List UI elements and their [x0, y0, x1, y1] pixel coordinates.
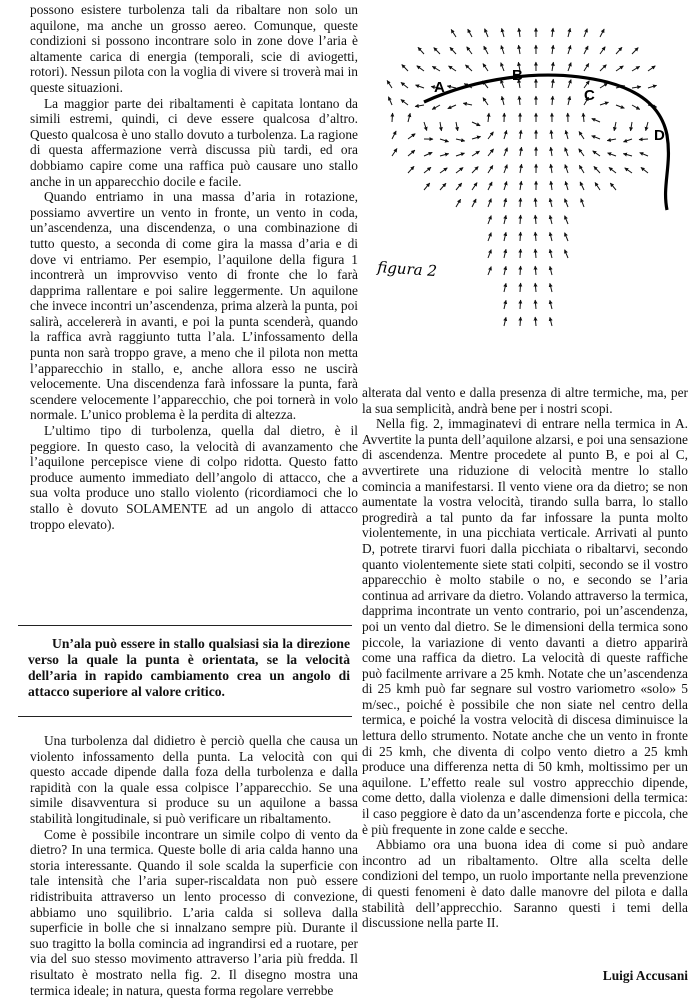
wind-arrow	[450, 47, 456, 54]
wind-arrow	[501, 63, 504, 71]
wind-arrow	[463, 103, 472, 105]
wind-arrow	[424, 122, 427, 131]
wind-arrow	[488, 199, 491, 207]
wind-arrow	[415, 105, 424, 106]
wind-arrow	[550, 249, 552, 258]
wind-arrow	[504, 232, 506, 241]
paragraph: L’ultimo tipo di turbolenza, quella dal dietro, è il peggiore. In questo caso, la velocità di avanzamento che l’aquilone percepisce viene di colpo ridotta. Questo fatto produce aumento immediato dell’angolo di attacco, che a sua volta produce uno stallo violento (ricordiamoci che lo stallo è dovuto SOLAMENTE ad un angolo di attacco troppo elevato).	[30, 423, 358, 532]
wind-arrow	[456, 153, 465, 156]
wind-arrow	[625, 168, 632, 173]
wind-arrow	[568, 96, 570, 105]
wind-arrow	[504, 165, 507, 173]
wind-arrow	[488, 165, 493, 173]
wind-arrow	[401, 82, 408, 88]
wind-arrow	[488, 233, 491, 241]
wind-arrow	[504, 215, 506, 224]
wind-arrow	[552, 96, 553, 105]
wind-arrow	[449, 66, 456, 71]
wind-arrow	[504, 181, 507, 190]
wind-arrow	[551, 130, 552, 139]
wind-arrow	[646, 122, 648, 131]
wind-arrow	[632, 66, 640, 71]
wind-arrow	[408, 113, 410, 122]
thermal-diagram	[362, 0, 692, 385]
wind-arrow	[535, 283, 536, 292]
wind-arrow	[519, 28, 520, 37]
wind-arrow	[535, 215, 536, 224]
wind-arrow	[579, 149, 584, 156]
wind-arrow	[402, 65, 408, 71]
wind-arrow	[472, 183, 477, 190]
wind-arrow	[520, 232, 521, 241]
wind-arrow	[417, 66, 424, 71]
wind-arrow	[600, 83, 608, 88]
wind-arrow	[595, 182, 600, 190]
wind-arrow	[640, 153, 648, 156]
figure-caption: figura 2	[376, 258, 438, 280]
wind-arrow	[565, 250, 568, 258]
wind-arrow	[623, 139, 632, 142]
paragraph: Nella fig. 2, immaginatevi di entrare nella termica in A. Avvertite la punta dell’aquilone alzarsi, e poi una sensazione di ascendenza. Mentre procedete al punto B, e poi al C, avvertirete una riduzione di velocità mentre lo stallo comincia a manifestarsi. Il vento viene ora da dietro; se non aumentate la vostra velocità, tirando sulla barra, lo stallo progredirà a tal punto da far infossare la punta molto violentemente, in una picchiata verticale. Arrivati al punto D, potrete tirarvi fuori dalla picchiata o ribaltarvi, secondo quanto violentemente siete stati colpiti, secondo se il vostro apparecchio è molto stabile o no, e secondo se l’aria continua ad arrivare da dietro. Volando attraverso la termica, dapprima incontrate un vento contrario, poi un’ascendenza, poi un vento dal dietro. Se le dimensioni della termica sono piccole, la variazione di vento davanti a dietro apparirà come una raffica da dietro. La velocità di queste raffiche può facilmente arrivare a 25 kmh. Notate che un’ascendenza di 25 kmh può far segnare sul vostro variometro «solo» 5 m/sec., poiché è possibile che non siate nel centro della termica, e poiché la vostra velocità di discesa diminuisce la lettura dello strumento. Notate anche che un vento in fronte di 25 kmh, che diventa di colpo vento dietro a 25 kmh produce una differenza netta di 50 kmh, moltissimo per un aquilone. L’effetto reale sul vostro apprecchio dipende, come detto, dalla violenza e dalle dimensioni della termica: il caso peggiore è dato da un’ascendenza forte e piccola, che è più frequente in zone calde e secche.	[362, 416, 688, 837]
wind-arrow	[447, 86, 456, 88]
wind-arrow	[519, 96, 520, 105]
paragraph: alterata dal vento e dalla presenza di altre termiche, ma, per la sua semplicità, andrà bene per i nostri scopi.	[362, 385, 688, 416]
wind-arrow	[504, 148, 507, 156]
wind-arrow	[639, 139, 648, 140]
wind-arrow	[484, 46, 488, 54]
wind-arrow	[504, 300, 506, 309]
wind-arrow	[432, 66, 440, 71]
wind-arrow	[552, 62, 553, 71]
wind-arrow	[552, 28, 553, 37]
wind-arrow	[568, 80, 571, 88]
wind-arrow	[388, 97, 392, 105]
wind-arrow	[579, 132, 584, 139]
wind-arrow	[408, 166, 414, 173]
wind-arrow	[552, 45, 553, 54]
wind-arrow	[504, 198, 506, 207]
wind-arrow	[467, 47, 472, 54]
paragraph: Una turbolenza dal didietro è perciò quella che causa un violento infossamento della punta. La velocità con qui questo accade dipende dalla foza della turbolenza e dalla rapidità con la quale essa colpisce l’apparecchio. Se una simile disavventura si produce su un aquilone a bassa stabilità longitudinale, si può verificare un ribaltamento.	[30, 733, 358, 827]
wind-arrow	[535, 249, 536, 258]
wind-arrow	[550, 266, 552, 275]
wind-arrow	[424, 183, 430, 190]
wind-arrow	[520, 164, 522, 173]
wind-arrow	[592, 118, 600, 122]
wind-arrow	[535, 232, 536, 241]
wind-arrow	[472, 167, 478, 173]
wind-arrow	[584, 63, 589, 71]
wind-arrow	[520, 147, 522, 156]
wind-arrow	[607, 139, 616, 141]
wind-arrow	[550, 283, 552, 292]
wind-arrow	[504, 317, 506, 326]
wind-arrow	[600, 102, 609, 105]
pull-quote-top-rule	[18, 625, 352, 626]
wind-arrow	[440, 139, 449, 142]
wind-arrow	[520, 215, 521, 224]
wind-arrow	[631, 122, 632, 131]
wind-arrow	[648, 66, 655, 71]
wind-arrow	[488, 216, 491, 224]
wind-arrow	[472, 122, 480, 126]
wind-arrow	[535, 266, 536, 275]
wind-arrow	[392, 149, 397, 156]
wind-arrow	[502, 96, 504, 105]
wind-arrow	[408, 134, 415, 139]
point-b-label: B	[512, 67, 523, 84]
wind-arrow	[648, 85, 657, 88]
wind-arrow	[488, 267, 491, 275]
wind-arrow	[565, 181, 568, 190]
wind-arrow	[520, 300, 521, 309]
wind-arrow	[594, 166, 600, 173]
wind-arrow	[488, 149, 494, 156]
wind-arrow	[568, 28, 570, 37]
wind-arrow	[472, 199, 476, 207]
glider-flight-path	[424, 75, 668, 210]
wind-arrow	[535, 317, 536, 326]
wind-arrow	[392, 113, 393, 122]
wind-arrow	[535, 300, 536, 309]
wind-arrow	[550, 215, 552, 224]
wind-arrow	[616, 105, 624, 108]
paragraph: Quando entriamo in una massa d’aria in rotazione, possiamo avvertire un vento in fronte, un vento in coda, un’ascendenza, una discendenza, o una combinazione di tutto questo, a seconda di come gira la massa d’aria e di dove vi entriamo. Per esempio, l’aquilone della figura 1 incontrerà un improvviso vento di fronte che lo farà dapprima rallentare e poi salire leggermente. Un aquilone che invece incontri un’ascendenza, prima alzerà la punta, poi salirà, accelererà in avanti, e poi la punta scenderà, quando la raffica avrà raggiunto tutta l’ala. L’infossamento della punta non sarà troppo grave, a meno che il pilota non metta l’apparecchio in stallo, e, anche allora esso ne uscirà velocemente. Una discendenza farà infossare la punta, farà scendere velocemente l’apparecchio, che poi tornerà in volo normale. L’unico problema è la perdita di altezza.	[30, 189, 358, 423]
wind-arrow	[552, 79, 553, 88]
wind-arrow	[408, 150, 415, 156]
wind-arrow	[456, 167, 463, 173]
wind-arrow	[440, 122, 441, 131]
wind-arrow	[581, 199, 584, 207]
wind-arrow	[520, 249, 521, 258]
wind-arrow	[472, 151, 480, 156]
wind-arrow	[614, 122, 616, 131]
wind-arrow	[609, 167, 616, 173]
wind-arrow	[520, 181, 521, 190]
wind-arrow	[432, 105, 440, 109]
wind-arrow	[424, 152, 432, 156]
point-a-label: A	[434, 79, 445, 96]
paragraph: La maggior parte dei ribaltamenti è capitata lontano da simili estremi, quindi, ci deve essere qualcosa d’altro. Questo qualcosa è uno stallo dovuto a turbolenza. La ragione di questa affermazione verrà discussa più tardi, ed ora dobbiamo capire come una raffica può causare uno stallo anche in un apparecchio docile e facile.	[30, 96, 358, 190]
wind-arrow	[583, 113, 584, 122]
figure-2	[362, 0, 692, 385]
wind-arrow	[456, 139, 465, 141]
wind-arrow	[440, 168, 447, 173]
wind-arrow	[592, 136, 600, 139]
point-c-label: C	[584, 87, 595, 104]
wind-arrow	[580, 182, 584, 190]
wind-arrow	[600, 65, 606, 71]
wind-arrow	[434, 48, 440, 54]
left-column-bottom	[30, 733, 358, 998]
wind-arrow	[520, 130, 521, 139]
wind-arrow	[641, 167, 648, 173]
wind-arrow	[488, 132, 493, 139]
wind-arrow	[520, 317, 521, 326]
wind-arrow	[504, 266, 506, 275]
left-column-top	[30, 2, 358, 532]
wind-arrow	[535, 198, 536, 207]
paragraph: possono esistere turbolenza tali da ribaltare non solo un aquilone, ma anche un grosso aereo. Comunque, queste condizioni si possono incontrare solo in zone dove l’aria è altamente carica di energia (temporali, scie di aviogetti, rotori). Nessun pilota con la voglia di vivere si troverà mai in queste situazioni.	[30, 2, 358, 96]
wind-arrow	[387, 80, 392, 88]
wind-arrow	[502, 28, 504, 37]
wind-arrow	[520, 198, 521, 207]
wind-arrow	[568, 45, 571, 54]
wind-arrow	[608, 153, 616, 156]
wind-arrow	[504, 283, 506, 292]
wind-arrow	[448, 105, 456, 109]
wind-arrow	[550, 300, 552, 309]
wind-arrow	[519, 45, 520, 54]
wind-arrow	[424, 167, 431, 173]
wind-arrow	[456, 122, 458, 131]
wind-arrow	[483, 64, 488, 71]
wind-arrow	[632, 48, 638, 54]
wind-arrow	[565, 199, 568, 207]
wind-arrow	[504, 130, 507, 139]
pull-quote-bottom-rule	[18, 716, 352, 717]
wind-arrow	[551, 164, 552, 173]
wind-arrow	[520, 283, 521, 292]
wind-arrow	[584, 46, 588, 54]
wind-arrow	[565, 148, 568, 156]
wind-arrow	[565, 165, 568, 173]
wind-arrow	[616, 66, 623, 71]
wind-arrow	[456, 183, 462, 190]
wind-arrow	[451, 29, 456, 37]
wind-arrow	[456, 199, 461, 207]
wind-arrow	[468, 29, 472, 37]
wind-arrow	[485, 29, 488, 37]
wind-arrow	[579, 165, 584, 173]
wind-arrow	[632, 87, 641, 88]
wind-arrow	[488, 113, 489, 122]
wind-arrow	[472, 136, 481, 139]
wind-arrow	[418, 47, 424, 54]
wind-arrow	[600, 47, 605, 54]
wind-arrow	[416, 85, 424, 88]
wind-arrow	[551, 181, 552, 190]
wind-arrow	[488, 182, 492, 190]
wind-arrow	[623, 154, 632, 156]
pull-quote: Un’ala può essere in stallo qualsiasi sia la direzione verso la quale la punta è orientata, se la velocità dell’aria in rapido cambiamento crea un angolo di attacco superiore al valore critico.	[28, 636, 350, 700]
wind-arrow	[550, 232, 552, 241]
wind-arrow	[501, 80, 504, 88]
wind-arrow	[565, 216, 568, 224]
wind-arrow	[501, 45, 504, 54]
wind-arrow	[392, 131, 396, 139]
wind-arrow	[550, 198, 552, 207]
wind-arrow	[483, 98, 488, 105]
right-column	[362, 385, 688, 931]
wind-arrow	[465, 65, 472, 71]
wind-arrow	[440, 154, 449, 156]
wind-arrow	[440, 183, 446, 190]
author-signature: Luigi Accusani	[603, 968, 688, 984]
wind-arrow	[551, 147, 552, 156]
wind-arrow	[520, 266, 521, 275]
wind-arrow	[565, 233, 568, 241]
wind-arrow	[600, 29, 604, 37]
wind-arrow	[616, 47, 622, 54]
wind-arrow	[401, 99, 408, 105]
wind-arrow	[504, 249, 506, 258]
paragraph: Abbiamo ora una buona idea di come si può andare incontro ad un ribaltamento. Oltre alla scelta delle condizioni del tempo, un ruolo importante nella prevenzione di questi fenomeni è dato dalle manovre del pilota e dalla stabilità dell’apprecchio. Saranno questi i temi della discussione nella parte II.	[362, 837, 688, 931]
wind-arrow	[488, 250, 491, 258]
wind-arrow	[566, 130, 568, 139]
point-d-label: D	[654, 127, 665, 144]
wind-arrow	[584, 29, 587, 37]
wind-arrow	[632, 105, 640, 109]
wind-arrow	[593, 151, 600, 156]
wind-arrow	[568, 63, 571, 71]
paragraph: Come è possibile incontrare un simile colpo di vento da dietro? In una termica. Queste bolle di aria calda hanno una storia interessante. Quando il sole scalda la superficie con tale intensità che l’aria super-riscaldata non può essere ridistribuita attraverso un lento processo di convezione, abbiamo uno squilibrio. L’aria calda si solleva dalla superficie in bolle che si innalzano sempre più. Durante il suo tragitto la bolla comincia ad ingrandirsi ed a ruotare, per via del suo stesso movimento attraverso l’aria più fredda. Il risultato è mostrato nella fig. 2. Il disegno mostra una termica ideale; in natura, questa forma regolare verrebbe	[30, 827, 358, 998]
wind-arrow	[550, 317, 552, 326]
wind-arrow	[610, 183, 616, 190]
